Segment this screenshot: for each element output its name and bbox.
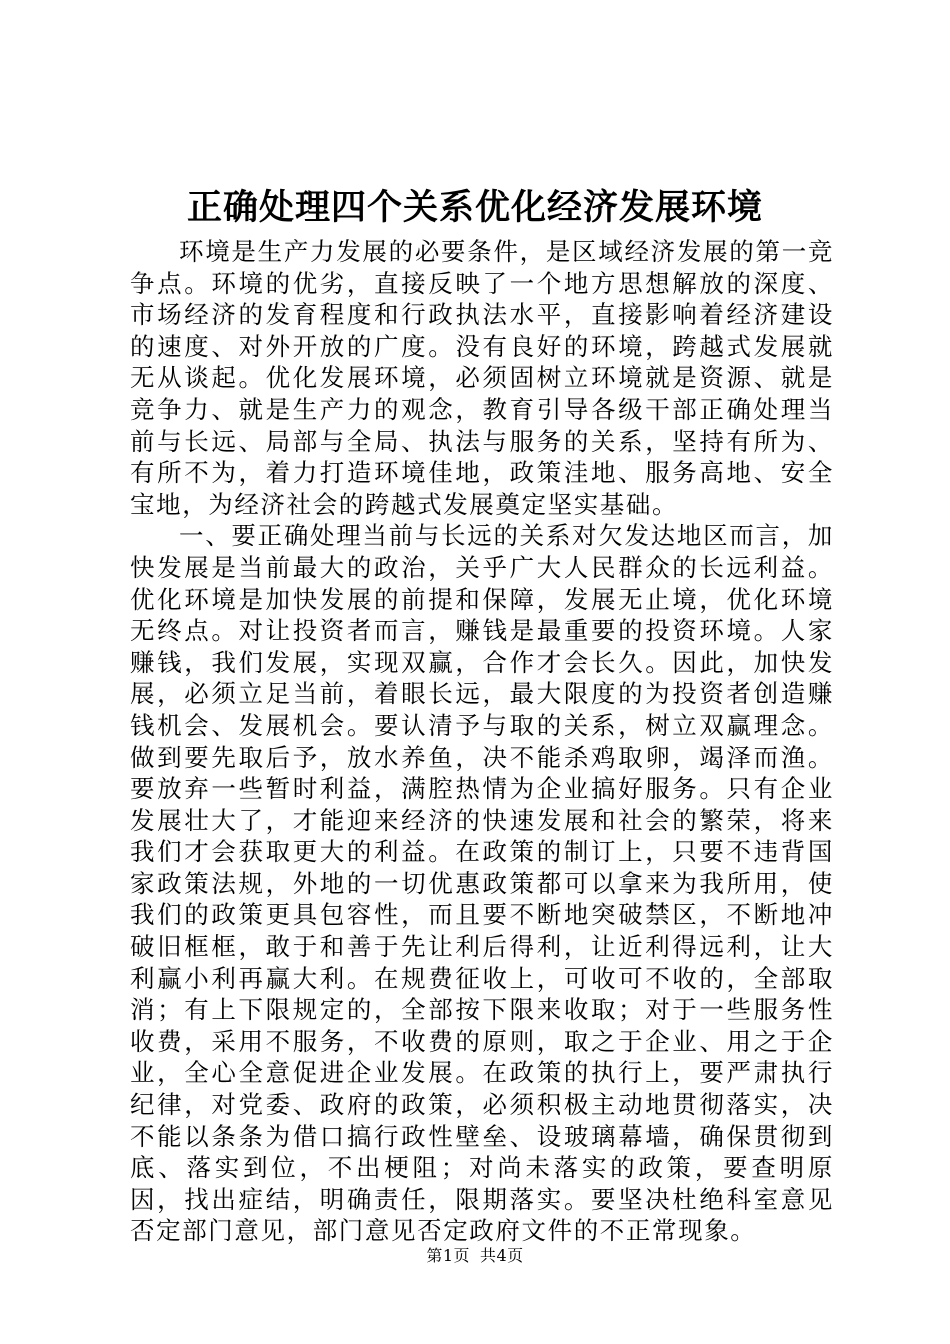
paragraph-section-one: 一、要正确处理当前与长远的关系对欠发达地区而言，加快发展是当前最大的政治，关乎广大人民群众的长远利益。优化环境是加快发展的前提和保障，发展无止境，优化环境无终点。对让投资者而言，赚钱是最重要的投资环境。人家赚钱，我们发展，实现双赢，合作才会长久。因此，加快发展，必须立足当前，着眼长远，最大限度的为投资者创造赚钱机会、发展机会。要认清予与取的关系，树立双赢理念。做到要先取后予，放水养鱼，决不能杀鸡取卵，竭泽而渔。要放弃一些暂时利益，满腔热情为企业搞好服务。只有企业发展壮大了，才能迎来经济的快速发展和社会的繁荣，将来我们才会获取更大的利益。在政策的制订上，只要不违背国家政策法规，外地的一切优惠政策都可以拿来为我所用，使我们的政策更具包容性，而且要不断地突破禁区，不断地冲破旧框框，敢于和善于先让利后得利，让近利得远利，让大利赢小利再赢大利。在规费征收上，可收可不收的，全部取消；有上下限规定的，全部按下限来收取；对于一些服务性收费，采用不服务，不收费的原则，取之于企业、用之于企业，全心全意促进企业发展。在政策的执行上，要严肃执行纪律，对党委、政府的政策，必须积极主动地贯彻落实，决不能以条条为借口搞行政性壁垒、设玻璃幕墙，确保贯彻到底、落实到位，不出梗阻；对尚未落实的政策，要查明原因，找出症结，明确责任，限期落实。要坚决杜绝科室意见否定部门意见，部门意见否定政府文件的不正常现象。 — [130, 521, 834, 1246]
paragraph-intro: 环境是生产力发展的必要条件，是区域经济发展的第一竞争点。环境的优劣，直接反映了一个地方思想解放的深度、市场经济的发育程度和行政执法水平，直接影响着经济建设的速度、对外开放的广度。没有良好的环境，跨越式发展就无从谈起。优化发展环境，必须固树立环境就是资源、就是竞争力、就是生产力的观念，教育引导各级干部正确处理当前与长远、局部与全局、执法与服务的关系，坚持有所为、有所不为，着力打造环境佳地，政策洼地、服务高地、安全宝地，为经济社会的跨越式发展奠定坚实基础。 — [130, 237, 834, 519]
page-title: 正确处理四个关系优化经济发展环境 — [186, 187, 763, 228]
page-total: 共4页 — [480, 1246, 524, 1265]
page-footer — [0, 1244, 950, 1268]
document-body — [130, 236, 834, 1247]
page-number: 第1页 — [426, 1246, 470, 1265]
